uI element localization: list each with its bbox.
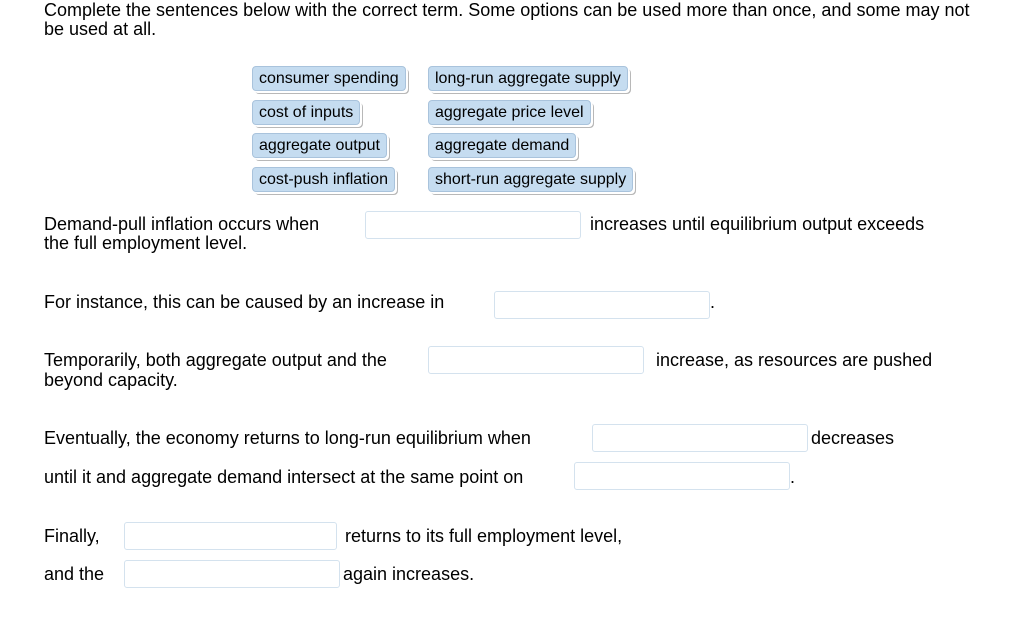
sentence-3-before: Temporarily, both aggregate output and the: [44, 350, 387, 370]
sentence-4-before: Eventually, the economy returns to long-run equilibrium when: [44, 428, 531, 448]
sentence-3-after: increase, as resources are pushed: [656, 350, 933, 370]
drop-target-2[interactable]: [494, 291, 710, 319]
sentence-6-after: returns to its full employment level,: [345, 526, 623, 546]
sentence-6-before: Finally,: [44, 526, 100, 546]
drop-target-7[interactable]: [124, 560, 340, 588]
sentence-1-continued: the full employment level.: [44, 233, 248, 253]
drop-target-5[interactable]: [574, 462, 790, 490]
option-aggregate-price-level[interactable]: aggregate price level: [428, 100, 591, 125]
sentence-2-after: .: [710, 292, 716, 312]
option-consumer-spending[interactable]: consumer spending: [252, 66, 406, 91]
sentence-1-after: increases until equilibrium output exceeds: [590, 214, 925, 234]
drop-target-1[interactable]: [365, 211, 581, 239]
sentence-5-after: .: [790, 467, 796, 487]
sentence-7-before: and the: [44, 564, 105, 584]
sentence-7-after: again increases.: [343, 564, 475, 584]
option-cost-push-inflation[interactable]: cost-push inflation: [252, 167, 395, 192]
drop-target-4[interactable]: [592, 424, 808, 452]
drop-target-3[interactable]: [428, 346, 644, 374]
sentence-1-before: Demand-pull inflation occurs when: [44, 214, 320, 234]
sentence-5-before: until it and aggregate demand intersect at the same point on: [44, 467, 524, 487]
sentence-4-after: decreases: [811, 428, 895, 448]
option-aggregate-output[interactable]: aggregate output: [252, 133, 387, 158]
option-aggregate-demand[interactable]: aggregate demand: [428, 133, 576, 158]
option-long-run-aggregate-supply[interactable]: long-run aggregate supply: [428, 66, 628, 91]
sentence-3-continued: beyond capacity.: [44, 370, 178, 390]
option-cost-of-inputs[interactable]: cost of inputs: [252, 100, 360, 125]
instructions: Complete the sentences below with the correct term. Some options can be used more than once, and some may not be used at all.: [44, 0, 970, 39]
option-short-run-aggregate-supply[interactable]: short-run aggregate supply: [428, 167, 633, 192]
sentence-2-before: For instance, this can be caused by an increase in: [44, 292, 445, 312]
drop-target-6[interactable]: [124, 522, 337, 550]
